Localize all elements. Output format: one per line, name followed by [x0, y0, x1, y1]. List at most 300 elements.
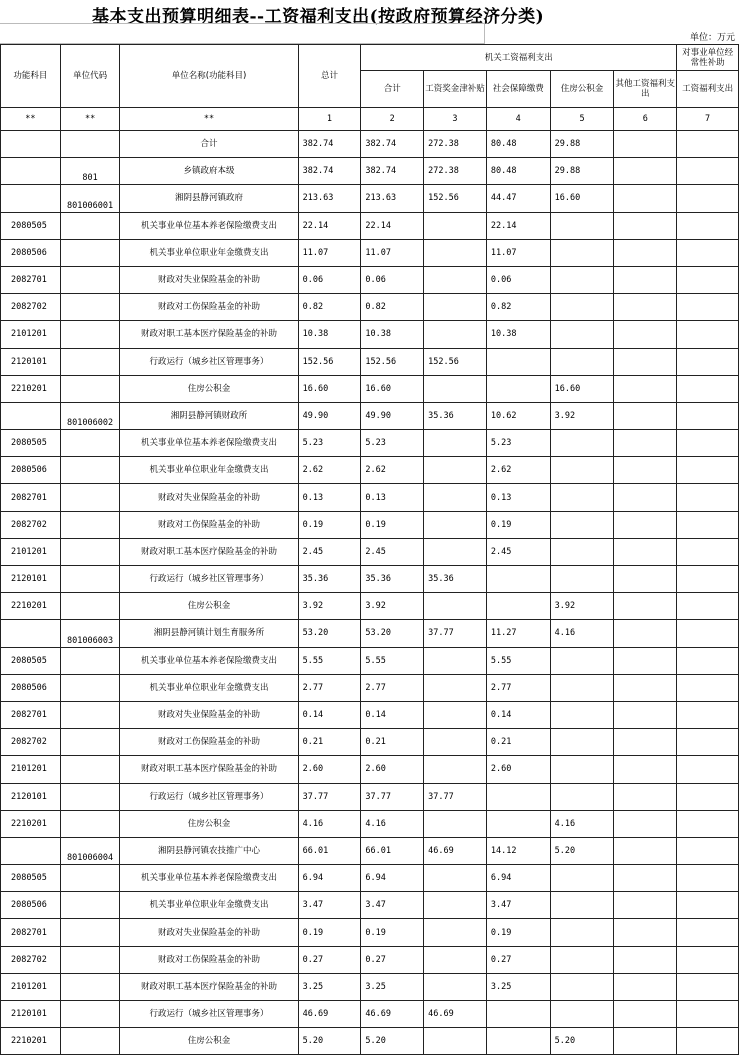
unit-name-cell: 湘阴县静河镇财政所 — [120, 402, 298, 429]
func-code-cell: 2210201 — [1, 375, 61, 402]
unit-name-cell: 湘阴县静河镇政府 — [120, 185, 298, 212]
social-cell: 2.45 — [486, 538, 550, 565]
other-cell — [614, 783, 677, 810]
unit-code-cell — [60, 1001, 120, 1028]
unit-name-cell: 湘阴县静河镇计划生育服务所 — [120, 620, 298, 647]
subsidy-cell — [677, 946, 739, 973]
total-cell: 6.94 — [298, 865, 361, 892]
table-row — [1, 212, 739, 239]
subsidy-cell — [677, 239, 739, 266]
unit-code-cell — [60, 729, 120, 756]
unit-name-cell: 财政对职工基本医疗保险基金的补助 — [120, 321, 298, 348]
func-code-cell: 2101201 — [1, 756, 61, 783]
housing-cell: 5.20 — [550, 1028, 614, 1055]
total-cell: 2.45 — [298, 538, 361, 565]
total-cell: 5.20 — [298, 1028, 361, 1055]
table-row — [1, 1001, 739, 1028]
subsidy-cell — [677, 647, 739, 674]
index-cell: 7 — [677, 108, 739, 131]
total-cell: 0.27 — [298, 946, 361, 973]
unit-name-cell: 机关事业单位基本养老保险缴费支出 — [120, 865, 298, 892]
sum-cell: 2.45 — [361, 538, 424, 565]
subsidy-cell — [677, 212, 739, 239]
unit-code-cell — [60, 348, 120, 375]
total-cell: 53.20 — [298, 620, 361, 647]
header-wage: 工资奖金津补贴 — [424, 71, 487, 108]
subsidy-cell — [677, 729, 739, 756]
other-cell — [614, 837, 677, 864]
housing-cell — [550, 865, 614, 892]
subsidy-cell — [677, 321, 739, 348]
func-code-cell: 2082701 — [1, 919, 61, 946]
unit-code-cell — [60, 701, 120, 728]
social-cell — [486, 566, 550, 593]
unit-code-cell — [60, 430, 120, 457]
wage-cell: 37.77 — [424, 620, 487, 647]
subsidy-cell — [677, 131, 739, 158]
func-code-cell — [1, 158, 61, 185]
other-cell — [614, 402, 677, 429]
housing-cell — [550, 484, 614, 511]
social-cell: 3.25 — [486, 973, 550, 1000]
subsidy-cell — [677, 756, 739, 783]
sum-cell: 53.20 — [361, 620, 424, 647]
wage-cell — [424, 538, 487, 565]
subsidy-cell — [677, 1001, 739, 1028]
func-code-cell: 2101201 — [1, 538, 61, 565]
subsidy-cell — [677, 457, 739, 484]
unit-code-cell: 801006001 — [60, 185, 120, 212]
subsidy-cell — [677, 593, 739, 620]
unit-code-cell — [60, 538, 120, 565]
other-cell — [614, 729, 677, 756]
social-cell: 0.82 — [486, 294, 550, 321]
total-cell: 5.55 — [298, 647, 361, 674]
total-cell: 3.25 — [298, 973, 361, 1000]
wage-cell: 152.56 — [424, 348, 487, 375]
other-cell — [614, 566, 677, 593]
table-row — [1, 756, 739, 783]
unit-name-cell: 住房公积金 — [120, 375, 298, 402]
unit-name-cell: 机关事业单位职业年金缴费支出 — [120, 457, 298, 484]
housing-cell: 5.20 — [550, 837, 614, 864]
func-code-cell: 2101201 — [1, 321, 61, 348]
unit-name-cell: 湘阴县静河镇农技推广中心 — [120, 837, 298, 864]
func-code-cell: 2082702 — [1, 729, 61, 756]
total-cell: 0.14 — [298, 701, 361, 728]
subsidy-cell — [677, 566, 739, 593]
table-row — [1, 973, 739, 1000]
subsidy-cell — [677, 620, 739, 647]
sum-cell: 10.38 — [361, 321, 424, 348]
unit-code-cell — [60, 212, 120, 239]
unit-code-cell — [60, 810, 120, 837]
header-social: 社会保障缴费 — [486, 71, 550, 108]
func-code-cell: 2082702 — [1, 294, 61, 321]
total-cell: 11.07 — [298, 239, 361, 266]
unit-code-cell: 801006003 — [60, 620, 120, 647]
subsidy-cell — [677, 783, 739, 810]
unit-name-cell: 住房公积金 — [120, 593, 298, 620]
sum-cell: 0.27 — [361, 946, 424, 973]
housing-cell — [550, 892, 614, 919]
func-code-cell: 2210201 — [1, 810, 61, 837]
blank-header-box — [0, 23, 485, 44]
table-row — [1, 674, 739, 701]
housing-cell — [550, 674, 614, 701]
housing-cell: 16.60 — [550, 185, 614, 212]
wage-cell — [424, 457, 487, 484]
header-func: 功能科目 — [1, 45, 61, 108]
wage-cell: 37.77 — [424, 783, 487, 810]
table-row — [1, 266, 739, 293]
unit-name-cell: 财政对职工基本医疗保险基金的补助 — [120, 973, 298, 1000]
subsidy-cell — [677, 1028, 739, 1055]
table-row — [1, 131, 739, 158]
header-group-subsidy: 对事业单位经常性补助 — [677, 45, 739, 71]
other-cell — [614, 131, 677, 158]
housing-cell — [550, 919, 614, 946]
subsidy-cell — [677, 484, 739, 511]
func-code-cell: 2082701 — [1, 701, 61, 728]
social-cell: 22.14 — [486, 212, 550, 239]
social-cell: 5.55 — [486, 647, 550, 674]
table-row — [1, 239, 739, 266]
header-total: 总计 — [298, 45, 361, 108]
total-cell: 0.82 — [298, 294, 361, 321]
unit-code-cell — [60, 756, 120, 783]
sum-cell: 2.62 — [361, 457, 424, 484]
subsidy-cell — [677, 375, 739, 402]
other-cell — [614, 756, 677, 783]
sum-cell: 0.21 — [361, 729, 424, 756]
unit-name-cell: 合计 — [120, 131, 298, 158]
other-cell — [614, 348, 677, 375]
table-row — [1, 729, 739, 756]
other-cell — [614, 185, 677, 212]
social-cell: 44.47 — [486, 185, 550, 212]
unit-name-cell: 财政对工伤保险基金的补助 — [120, 511, 298, 538]
unit-name-cell: 行政运行（城乡社区管理事务） — [120, 1001, 298, 1028]
func-code-cell: 2080506 — [1, 457, 61, 484]
sum-cell: 382.74 — [361, 158, 424, 185]
subsidy-cell — [677, 892, 739, 919]
wage-cell — [424, 239, 487, 266]
total-cell: 2.60 — [298, 756, 361, 783]
housing-cell — [550, 729, 614, 756]
housing-cell: 16.60 — [550, 375, 614, 402]
table-row — [1, 158, 739, 185]
func-code-cell: 2080505 — [1, 865, 61, 892]
other-cell — [614, 239, 677, 266]
budget-table — [0, 44, 739, 1055]
subsidy-cell — [677, 158, 739, 185]
unit-code-cell: 801006002 — [60, 402, 120, 429]
housing-cell — [550, 566, 614, 593]
func-code-cell — [1, 837, 61, 864]
wage-cell — [424, 321, 487, 348]
subsidy-cell — [677, 430, 739, 457]
other-cell — [614, 1001, 677, 1028]
func-code-cell — [1, 131, 61, 158]
unit-name-cell: 行政运行（城乡社区管理事务） — [120, 783, 298, 810]
table-row — [1, 701, 739, 728]
housing-cell — [550, 239, 614, 266]
unit-code-cell — [60, 566, 120, 593]
social-cell: 11.27 — [486, 620, 550, 647]
social-cell: 2.60 — [486, 756, 550, 783]
unit-name-cell: 财政对工伤保险基金的补助 — [120, 729, 298, 756]
sum-cell: 0.14 — [361, 701, 424, 728]
index-cell: ** — [120, 108, 298, 131]
housing-cell — [550, 756, 614, 783]
header-sum: 合计 — [361, 71, 424, 108]
other-cell — [614, 375, 677, 402]
social-cell: 2.77 — [486, 674, 550, 701]
other-cell — [614, 701, 677, 728]
table-row — [1, 402, 739, 429]
social-cell: 11.07 — [486, 239, 550, 266]
unit-code-cell — [60, 647, 120, 674]
wage-cell — [424, 212, 487, 239]
wage-cell — [424, 430, 487, 457]
housing-cell — [550, 511, 614, 538]
social-cell: 0.27 — [486, 946, 550, 973]
sum-cell: 382.74 — [361, 131, 424, 158]
sum-cell: 49.90 — [361, 402, 424, 429]
unit-name-cell: 机关事业单位基本养老保险缴费支出 — [120, 212, 298, 239]
other-cell — [614, 647, 677, 674]
index-cell: 3 — [424, 108, 487, 131]
total-cell: 5.23 — [298, 430, 361, 457]
unit-name-cell: 机关事业单位职业年金缴费支出 — [120, 239, 298, 266]
unit-code-cell: 801 — [60, 158, 120, 185]
housing-cell — [550, 266, 614, 293]
other-cell — [614, 294, 677, 321]
wage-cell: 152.56 — [424, 185, 487, 212]
wage-cell — [424, 294, 487, 321]
table-row — [1, 566, 739, 593]
other-cell — [614, 620, 677, 647]
page-title: 基本支出预算明细表--工资福利支出(按政府预算经济分类) — [92, 7, 545, 27]
func-code-cell: 2120101 — [1, 783, 61, 810]
header-group-agency-wages: 机关工资福利支出 — [361, 45, 677, 71]
unit-name-cell: 财政对工伤保险基金的补助 — [120, 294, 298, 321]
total-cell: 0.21 — [298, 729, 361, 756]
header-unit-code: 单位代码 — [60, 45, 120, 108]
table-row — [1, 865, 739, 892]
unit-label: 单位：万元 — [689, 33, 735, 43]
housing-cell — [550, 457, 614, 484]
subsidy-cell — [677, 511, 739, 538]
sum-cell: 16.60 — [361, 375, 424, 402]
unit-code-cell — [60, 457, 120, 484]
social-cell: 0.13 — [486, 484, 550, 511]
total-cell: 213.63 — [298, 185, 361, 212]
table-row — [1, 1028, 739, 1055]
other-cell — [614, 484, 677, 511]
unit-name-cell: 财政对职工基本医疗保险基金的补助 — [120, 538, 298, 565]
sum-cell: 5.55 — [361, 647, 424, 674]
sum-cell: 4.16 — [361, 810, 424, 837]
wage-cell: 272.38 — [424, 131, 487, 158]
func-code-cell: 2082701 — [1, 266, 61, 293]
unit-code-cell — [60, 266, 120, 293]
unit-code-cell — [60, 919, 120, 946]
unit-name-cell: 财政对职工基本医疗保险基金的补助 — [120, 756, 298, 783]
other-cell — [614, 919, 677, 946]
sum-cell: 0.19 — [361, 511, 424, 538]
sum-cell: 0.13 — [361, 484, 424, 511]
total-cell: 37.77 — [298, 783, 361, 810]
social-cell — [486, 1028, 550, 1055]
sum-cell: 2.77 — [361, 674, 424, 701]
wage-cell — [424, 892, 487, 919]
housing-cell — [550, 647, 614, 674]
header-unit-name: 单位名称(功能科目) — [120, 45, 298, 108]
func-code-cell: 2210201 — [1, 1028, 61, 1055]
unit-name-cell: 乡镇政府本级 — [120, 158, 298, 185]
total-cell: 66.01 — [298, 837, 361, 864]
table-row — [1, 946, 739, 973]
sum-cell: 11.07 — [361, 239, 424, 266]
table-row — [1, 783, 739, 810]
func-code-cell: 2080506 — [1, 674, 61, 701]
column-index-row — [1, 108, 739, 131]
table-row — [1, 321, 739, 348]
table-row — [1, 538, 739, 565]
index-cell: ** — [60, 108, 120, 131]
header-housing: 住房公积金 — [550, 71, 614, 108]
social-cell: 2.62 — [486, 457, 550, 484]
other-cell — [614, 212, 677, 239]
total-cell: 3.47 — [298, 892, 361, 919]
total-cell: 35.36 — [298, 566, 361, 593]
table-row — [1, 919, 739, 946]
subsidy-cell — [677, 294, 739, 321]
subsidy-cell — [677, 701, 739, 728]
other-cell — [614, 321, 677, 348]
func-code-cell: 2082701 — [1, 484, 61, 511]
unit-name-cell: 财政对失业保险基金的补助 — [120, 484, 298, 511]
unit-code-cell — [60, 511, 120, 538]
total-cell: 22.14 — [298, 212, 361, 239]
table-row — [1, 457, 739, 484]
subsidy-cell — [677, 538, 739, 565]
subsidy-cell — [677, 837, 739, 864]
social-cell: 0.14 — [486, 701, 550, 728]
wage-cell — [424, 593, 487, 620]
wage-cell — [424, 973, 487, 1000]
table-row — [1, 810, 739, 837]
other-cell — [614, 430, 677, 457]
unit-name-cell: 行政运行（城乡社区管理事务） — [120, 566, 298, 593]
table-row — [1, 484, 739, 511]
other-cell — [614, 158, 677, 185]
unit-code-cell: 801006004 — [60, 837, 120, 864]
sum-cell: 5.23 — [361, 430, 424, 457]
sum-cell: 0.06 — [361, 266, 424, 293]
unit-code-cell — [60, 865, 120, 892]
other-cell — [614, 973, 677, 1000]
wage-cell: 35.36 — [424, 402, 487, 429]
social-cell: 0.19 — [486, 511, 550, 538]
subsidy-cell — [677, 185, 739, 212]
total-cell: 0.13 — [298, 484, 361, 511]
social-cell: 80.48 — [486, 158, 550, 185]
table-row — [1, 348, 739, 375]
wage-cell: 46.69 — [424, 1001, 487, 1028]
social-cell — [486, 810, 550, 837]
unit-name-cell: 财政对失业保险基金的补助 — [120, 701, 298, 728]
unit-code-cell — [60, 1028, 120, 1055]
index-cell: 2 — [361, 108, 424, 131]
unit-code-cell — [60, 294, 120, 321]
social-cell: 5.23 — [486, 430, 550, 457]
subsidy-cell — [677, 973, 739, 1000]
index-cell: ** — [1, 108, 61, 131]
wage-cell: 46.69 — [424, 837, 487, 864]
sum-cell: 37.77 — [361, 783, 424, 810]
social-cell — [486, 348, 550, 375]
func-code-cell: 2082702 — [1, 511, 61, 538]
social-cell — [486, 593, 550, 620]
subsidy-cell — [677, 266, 739, 293]
wage-cell — [424, 701, 487, 728]
func-code-cell — [1, 185, 61, 212]
sum-cell: 0.19 — [361, 919, 424, 946]
sum-cell: 66.01 — [361, 837, 424, 864]
unit-name-cell: 机关事业单位职业年金缴费支出 — [120, 674, 298, 701]
social-cell — [486, 783, 550, 810]
sum-cell: 3.47 — [361, 892, 424, 919]
housing-cell — [550, 973, 614, 1000]
social-cell: 6.94 — [486, 865, 550, 892]
total-cell: 49.90 — [298, 402, 361, 429]
other-cell — [614, 946, 677, 973]
other-cell — [614, 457, 677, 484]
social-cell: 10.62 — [486, 402, 550, 429]
func-code-cell — [1, 402, 61, 429]
housing-cell — [550, 783, 614, 810]
sum-cell: 6.94 — [361, 865, 424, 892]
total-cell: 4.16 — [298, 810, 361, 837]
total-cell: 3.92 — [298, 593, 361, 620]
other-cell — [614, 810, 677, 837]
housing-cell — [550, 701, 614, 728]
func-code-cell: 2120101 — [1, 348, 61, 375]
sum-cell: 0.82 — [361, 294, 424, 321]
wage-cell: 272.38 — [424, 158, 487, 185]
wage-cell — [424, 946, 487, 973]
index-cell: 6 — [614, 108, 677, 131]
social-cell: 0.19 — [486, 919, 550, 946]
table-row — [1, 647, 739, 674]
subsidy-cell — [677, 865, 739, 892]
unit-name-cell: 财政对工伤保险基金的补助 — [120, 946, 298, 973]
unit-code-cell — [60, 593, 120, 620]
social-cell: 0.21 — [486, 729, 550, 756]
other-cell — [614, 674, 677, 701]
total-cell: 152.56 — [298, 348, 361, 375]
total-cell: 2.77 — [298, 674, 361, 701]
wage-cell — [424, 865, 487, 892]
housing-cell — [550, 946, 614, 973]
table-row — [1, 294, 739, 321]
social-cell: 14.12 — [486, 837, 550, 864]
unit-code-cell — [60, 321, 120, 348]
func-code-cell: 2080505 — [1, 647, 61, 674]
